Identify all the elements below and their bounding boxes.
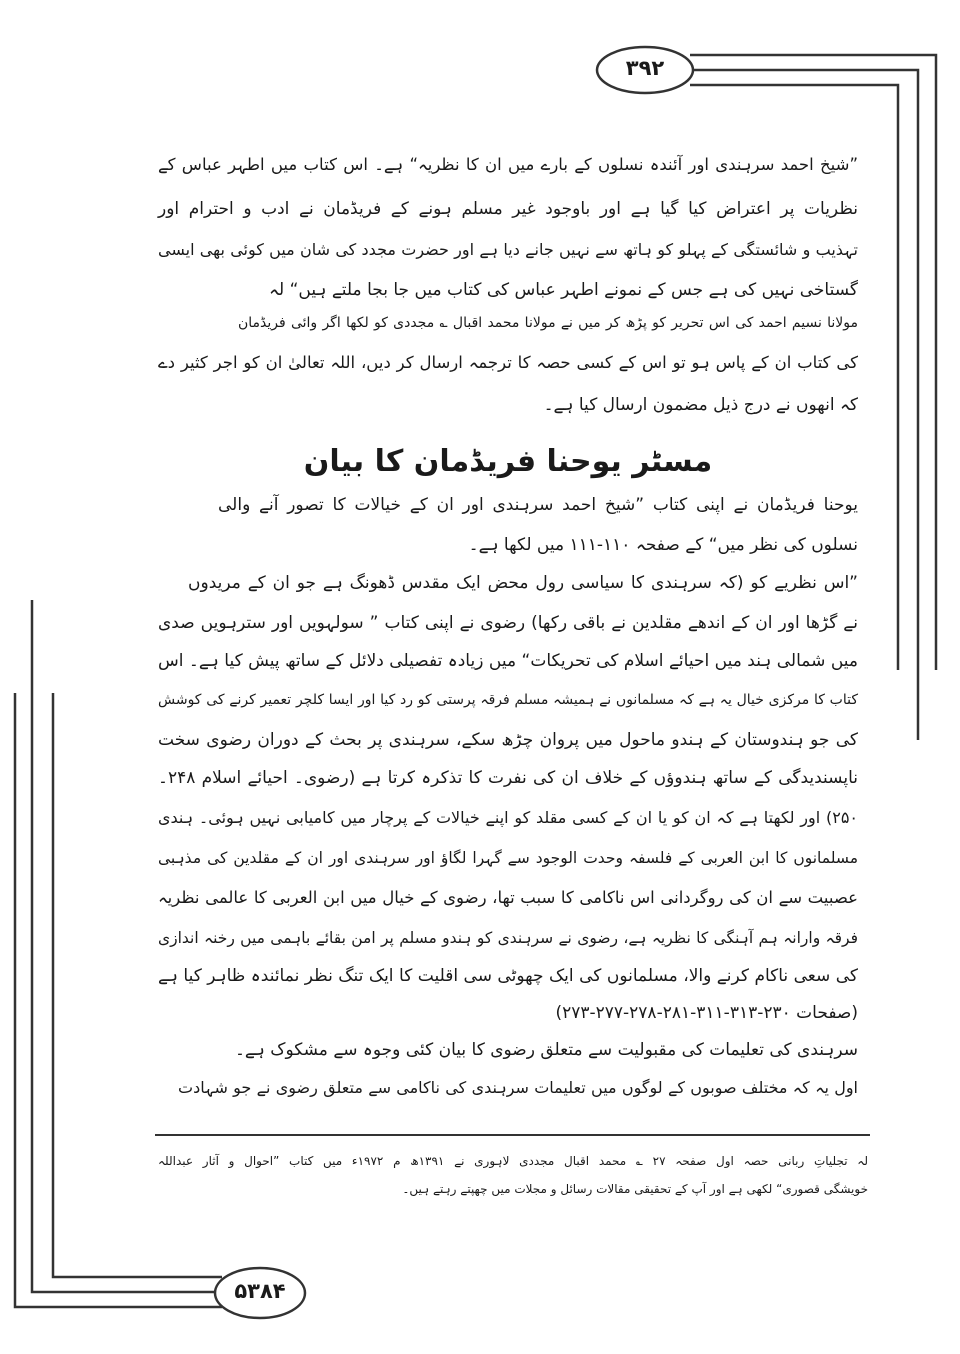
text-line: کی جو ہندوستان کے ہندو ماحول میں پروان چڑھ سکے، سرہندی پر بحث کے دوران رضوی سخت [158,730,858,750]
text-line: ”اس نظریے کو (کہ سرہندی کا سیاسی رول محض ایک مقدس ڈھونگ ہے جو ان کے مریدوں [188,573,858,593]
page-references: (صفحات ۲۳۰-۳۱۳-۳۱۱-۲۸۱-۲۷۸-۲۷۷-۲۷۳) [555,1003,858,1023]
text-line: ”شیخ احمد سرہندی اور آئندہ نسلوں کے بارے میں ان کا نظریہ“ ہے۔ اس کتاب میں اطہر عباس کے [158,155,858,174]
text-line: تہذیب و شائستگی کے پہلو کو ہاتھ سے نہیں جانے دیا ہے اور حضرت مجدد کی شان میں کوئی بھی ایسی [158,240,858,259]
text-line: ۲۵۰) اور لکھتا ہے کہ ان کو یا ان کے کسی مقلد کو اپنے خیالات کے پرچار میں کامیابی نہیں ہوئی۔ ہندی [158,808,858,827]
section-heading: مسٹر یوحنا فریڈمان کا بیان [303,444,713,479]
text-line: کہ انھوں نے درج ذیل مضمون ارسال کیا ہے۔ [543,395,858,415]
text-line: کی کتاب ان کے پاس ہو تو اس کے کسی حصہ کا ترجمہ ارسال کر دیں، اللہ تعالیٰ ان کو اجر کثیر دے [158,353,858,372]
bottom-page-number: ۵۳۸۴ [234,1279,286,1303]
text-line: کتاب کا مرکزی خیال یہ ہے کہ مسلمانوں نے ہمیشہ مسلم فرقہ پرستی کو رد کیا اور ایسا کلچر تعمیر کرنے کی کوشش [158,692,858,708]
footnote: خویشگی قصوری“ لکھی ہے اور آپ کے تحقیقی مقالات رسائل و مجلات میں چھپتے رہتے ہیں۔ [402,1182,868,1196]
text-line: سرہندی کی تعلیمات کی مقبولیت سے متعلق رضوی کا بیان کئی وجوہ سے مشکوک ہے۔ [234,1040,858,1060]
text-line: یوحنا فریڈمان نے اپنی کتاب ”شیخ احمد سرہندی اور ان کے خیالات کا تصور آنے والی [218,495,858,515]
text-line: نظریات پر اعتراض کیا گیا ہے اور باوجود غیر مسلم ہونے کے فریڈمان نے ادب و احترام اور [158,199,858,219]
footnote-divider [155,1134,870,1136]
footnote: لہ تجلیاتِ ربانی حصہ اول صفحہ ۲۷ ؎ محمد اقبال مجددی لاہوری نے ۱۳۹۱ھ م ۱۹۷۲ء میں کتاب ”احوال و آثار عبداللہ [158,1154,868,1168]
text-line: نے گڑھا اور ان کے اندھے مقلدین نے باقی رکھا) رضوی نے اپنی کتاب ” سولہویں اور سترہویں صدی [158,613,858,633]
top-page-number: ۳۹۲ [625,56,665,80]
text-line: میں شمالی ہند میں احیائے اسلام کی تحریکات“ میں زیادہ تفصیلی دلائل کے ساتھ پیش کیا ہے۔ اس [158,651,858,671]
text-line: اول یہ کہ مختلف صوبوں کے لوگوں میں تعلیمات سرہندی کی ناکامی سے متعلق رضوی نے جو شہادت [178,1078,858,1097]
text-line: ناپسندیدگی کے ساتھ ہندوؤں کے خلاف ان کی نفرت کا تذکرہ کرتا ہے (رضوی۔ احیائے اسلام ۲۴۸۔ [158,768,858,788]
text-line: فرقہ وارانہ ہم آہنگی کا نظریہ ہے، رضوی نے سرہندی کو ہندو مسلم پر امن بقائے باہمی میں رخنہ اندازی [158,929,858,947]
text-line: مسلمانوں کا ابن العربی کے فلسفہ وحدت الوجود سے گہرا لگاؤ اور سرہندی اور ان کے مقلدین کی مذہبی [158,849,858,867]
text-line: نسلوں کی نظر میں“ کے صفحہ ۱۱۰-۱۱۱ میں لکھا ہے۔ [468,535,858,555]
text-line: کی سعی ناکام کرنے والا، مسلمانوں کی ایک چھوٹی سی اقلیت کا ایک تنگ نظر نمائندہ ظاہر کیا ہے [158,966,858,986]
text-line: گستاخی نہیں کی ہے جس کے نمونے اطہر عباس کی کتاب میں جا بجا ملتے ہیں“ لہ [269,280,858,300]
text-line: عصبیت سے ان کی روگردانی اس ناکامی کا سبب تھا، رضوی کے خیال میں ابن العربی کا عالمی نظریہ [158,888,858,907]
text-line: مولانا نسیم احمد کی اس تحریر کو پڑھ کر میں نے مولانا محمد اقبال ؎ مجددی کو لکھا اگر وائی فریڈمان [238,315,858,331]
